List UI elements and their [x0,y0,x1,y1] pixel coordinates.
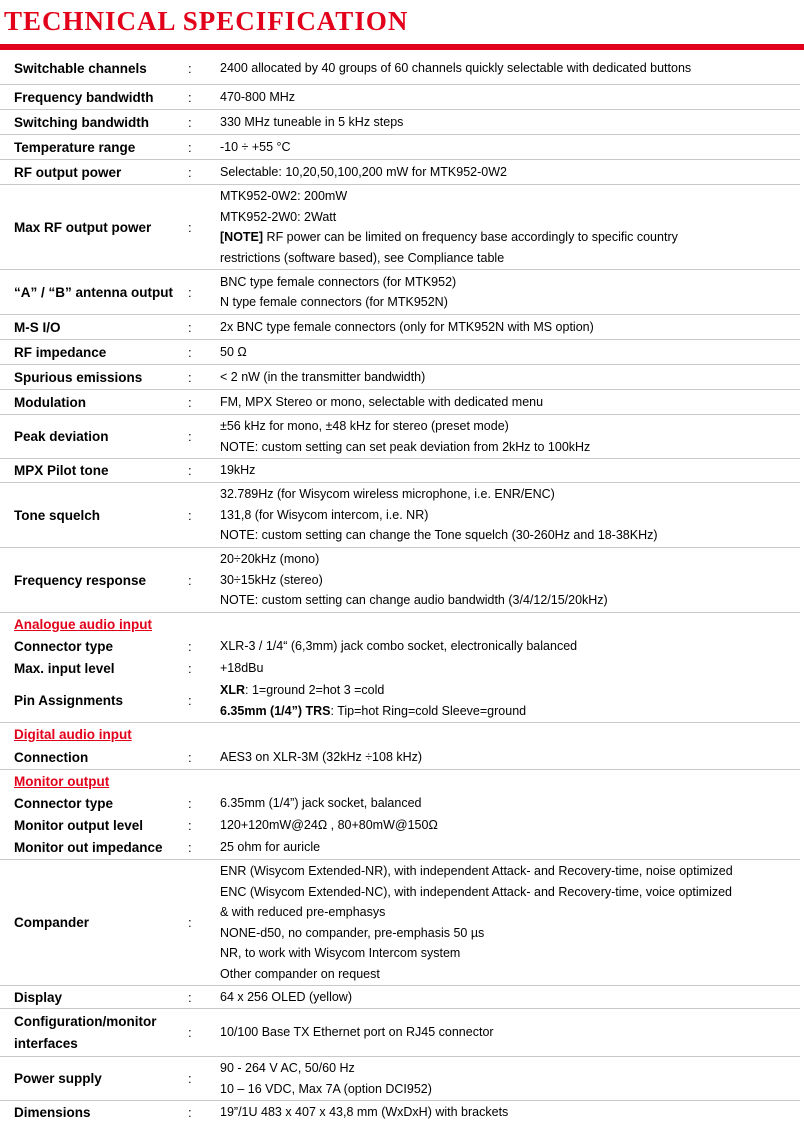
spec-row-max-input-level [0,657,800,679]
spec-separator: : [188,284,192,300]
spec-label: Power supply [14,1071,102,1086]
spec-row-antenna-output [0,270,800,315]
value-line: NOTE: custom setting can set peak deviation from 2kHz to 100kHz [220,439,591,454]
section-heading-monitor [0,770,800,792]
spec-value: 50 Ω [220,344,247,359]
spec-label: Monitor out impedance [14,840,163,855]
spec-value: 25 ohm for auricle [220,840,321,855]
xlr-text: : 1=ground 2=hot 3 =cold [245,683,385,697]
spec-label: Pin Assignments [14,693,124,708]
spec-value: 330 MHz tuneable in 5 kHz steps [220,114,404,129]
spec-separator: : [188,915,192,930]
value-line: BNC type female connectors (for MTK952) [220,274,457,289]
xlr-tag: XLR [220,683,245,697]
section-heading-analogue [0,613,800,635]
spec-row-monitor-connector [0,792,800,814]
spec-value: 2400 allocated by 40 groups of 60 channels quickly selectable with dedicated buttons [220,60,692,75]
value-line: 32.789Hz (for Wisycom wireless microphone, i.e. ENR/ENC) [220,487,555,502]
spec-value [220,1058,800,1099]
section-heading-digital [0,723,800,745]
spec-label: Switching bandwidth [14,114,149,130]
spec-label: Frequency bandwidth [14,89,154,105]
spec-value: 2x BNC type female connectors (only for MTK952N with MS option) [220,319,594,334]
spec-row-frequency-response [0,548,800,613]
spec-row-ms-io [0,315,800,340]
spec-row-switchable-channels [0,52,800,85]
spec-row-frequency-bandwidth [0,85,800,110]
spec-value: 6.35mm (1/4”) jack socket, balanced [220,795,422,810]
spec-separator: : [188,989,192,1005]
spec-row-pin-assignments [0,679,800,723]
note-tag: [NOTE] [220,230,264,244]
spec-separator: : [188,369,192,385]
value-line: MTK952-0W2: 200mW [220,189,348,203]
spec-separator: : [188,164,192,180]
value-line: 131,8 (for Wisycom intercom, i.e. NR) [220,507,429,522]
spec-label: Peak deviation [14,429,109,444]
spec-label: Compander [14,915,90,930]
spec-row-config-interfaces [0,1009,800,1057]
spec-label: Display [14,989,63,1005]
spec-separator: : [188,638,192,654]
spec-row-dimensions [0,1101,800,1123]
section-title: Monitor output [14,773,110,789]
spec-row-peak-deviation [0,415,800,459]
spec-label: M-S I/O [14,319,61,335]
label-line: Configuration/monitor [14,1013,157,1029]
value-line: NR, to work with Wisycom Intercom system [220,946,461,960]
spec-value: 470-800 MHz [220,89,296,104]
spec-label: MPX Pilot tone [14,463,109,478]
spec-label: Monitor output level [14,817,143,833]
spec-value: 19kHz [220,463,256,478]
spec-value: -10 ÷ +55 °C [220,139,291,154]
trs-text: : Tip=hot Ring=cold Sleeve=ground [330,703,527,718]
spec-separator: : [188,319,192,335]
spec-row-tone-squelch [0,483,800,548]
spec-row-switching-bandwidth [0,110,800,135]
spec-separator: : [188,429,192,444]
spec-separator: : [188,60,192,76]
spec-value: Selectable: 10,20,50,100,200 mW for MTK952-0W2 [220,164,507,179]
value-line: 10 – 16 VDC, Max 7A (option DCI952) [220,1081,432,1096]
value-line: NOTE: custom setting can change audio bandwidth (3/4/12/15/20kHz) [220,593,608,608]
spec-value: +18dBu [220,660,264,675]
section-title: Digital audio input [14,726,132,742]
spec-label: RF output power [14,164,122,180]
spec-separator: : [188,660,192,676]
spec-row-display [0,986,800,1009]
spec-label: Connection [14,749,89,765]
spec-row-compander [0,860,800,986]
spec-separator: : [188,795,192,811]
value-line [220,227,800,248]
spec-row-monitor-impedance [0,836,800,860]
spec-separator: : [188,507,192,523]
spec-separator: : [188,817,192,833]
value-line: restrictions (software based), see Compliance table [220,250,505,265]
note-text: RF power can be limited on frequency base accordingly to specific country [263,230,678,244]
spec-value: AES3 on XLR-3M (32kHz ÷108 kHz) [220,749,423,764]
spec-value: XLR-3 / 1/4“ (6,3mm) jack combo socket, electronically balanced [220,638,578,653]
spec-value [220,549,800,611]
spec-label: “A” / “B” antenna output [14,284,173,300]
label-line: interfaces [14,1035,78,1051]
value-line [220,680,800,701]
spec-value [220,416,800,457]
value-line: MTK952-2W0: 2Watt [220,209,337,224]
spec-value: 10/100 Base TX Ethernet port on RJ45 connector [220,1025,494,1040]
spec-separator: : [188,840,192,855]
value-line: ENR (Wisycom Extended-NR), with independent Attack- and Recovery-time, noise optimized [220,864,733,878]
spec-value [220,861,800,984]
spec-label: Max RF output power [14,219,152,235]
section-title: Analogue audio input [14,616,152,632]
spec-row-spurious-emissions [0,365,800,390]
value-line [220,701,800,722]
spec-label: Switchable channels [14,60,147,76]
spec-separator: : [188,89,192,105]
spec-label: Dimensions [14,1104,91,1120]
spec-value [220,186,800,268]
spec-label: Connector type [14,638,114,654]
spec-table [0,52,800,1123]
spec-row-power-supply [0,1057,800,1101]
spec-label: Tone squelch [14,507,101,523]
spec-separator: : [188,394,192,410]
spec-separator: : [188,139,192,155]
value-line: 90 - 264 V AC, 50/60 Hz [220,1061,355,1075]
spec-row-max-rf-output-power [0,185,800,270]
value-line: Other compander on request [220,966,380,981]
spec-separator: : [188,114,192,130]
spec-separator: : [188,1104,192,1120]
spec-row-monitor-level [0,814,800,836]
spec-row-modulation [0,390,800,415]
spec-value [220,484,800,546]
spec-separator: : [188,463,192,478]
value-line: 30÷15kHz (stereo) [220,572,323,587]
spec-separator: : [188,749,192,765]
spec-label: Temperature range [14,139,136,155]
spec-separator: : [188,1071,192,1086]
spec-value [220,272,800,313]
value-line: 20÷20kHz (mono) [220,552,320,567]
spec-value [220,680,800,721]
spec-label: Max. input level [14,660,115,676]
value-line: NONE-d50, no compander, pre-emphasis 50 µs [220,925,485,940]
spec-separator: : [188,693,192,708]
spec-row-rf-impedance [0,340,800,365]
value-line: & with reduced pre-emphasys [220,905,386,919]
spec-label: Frequency response [14,572,147,588]
value-line: ±56 kHz for mono, ±48 kHz for stereo (preset mode) [220,419,509,433]
value-line: N type female connectors (for MTK952N) [220,295,448,309]
spec-label: RF impedance [14,344,107,360]
spec-value: 120+120mW@24Ω , 80+80mW@150Ω [220,817,438,832]
spec-label: Modulation [14,394,86,410]
spec-row-mpx-pilot-tone [0,459,800,483]
spec-row-rf-output-power [0,160,800,185]
spec-value: 19”/1U 483 x 407 x 43,8 mm (WxDxH) with brackets [220,1104,509,1119]
spec-label: Connector type [14,795,114,811]
title-underline [0,44,804,50]
spec-row-connector-type [0,635,800,657]
spec-separator: : [188,572,192,588]
spec-row-temperature-range [0,135,800,160]
page-title: TECHNICAL SPECIFICATION [4,6,409,36]
spec-separator: : [188,1025,192,1040]
value-line: NOTE: custom setting can change the Tone squelch (30-260Hz and 18-38KHz) [220,528,658,543]
spec-row-connection [0,745,800,770]
spec-separator: : [188,344,192,360]
value-line: ENC (Wisycom Extended-NC), with independent Attack- and Recovery-time, voice optimized [220,884,733,899]
spec-separator: : [188,219,192,235]
spec-value: < 2 nW (in the transmitter bandwidth) [220,369,426,384]
spec-label: Spurious emissions [14,369,143,385]
spec-value: 64 x 256 OLED (yellow) [220,989,353,1004]
trs-tag: 6.35mm (1/4”) TRS [220,703,331,718]
spec-value: FM, MPX Stereo or mono, selectable with dedicated menu [220,394,544,409]
spec-label [0,1011,188,1055]
